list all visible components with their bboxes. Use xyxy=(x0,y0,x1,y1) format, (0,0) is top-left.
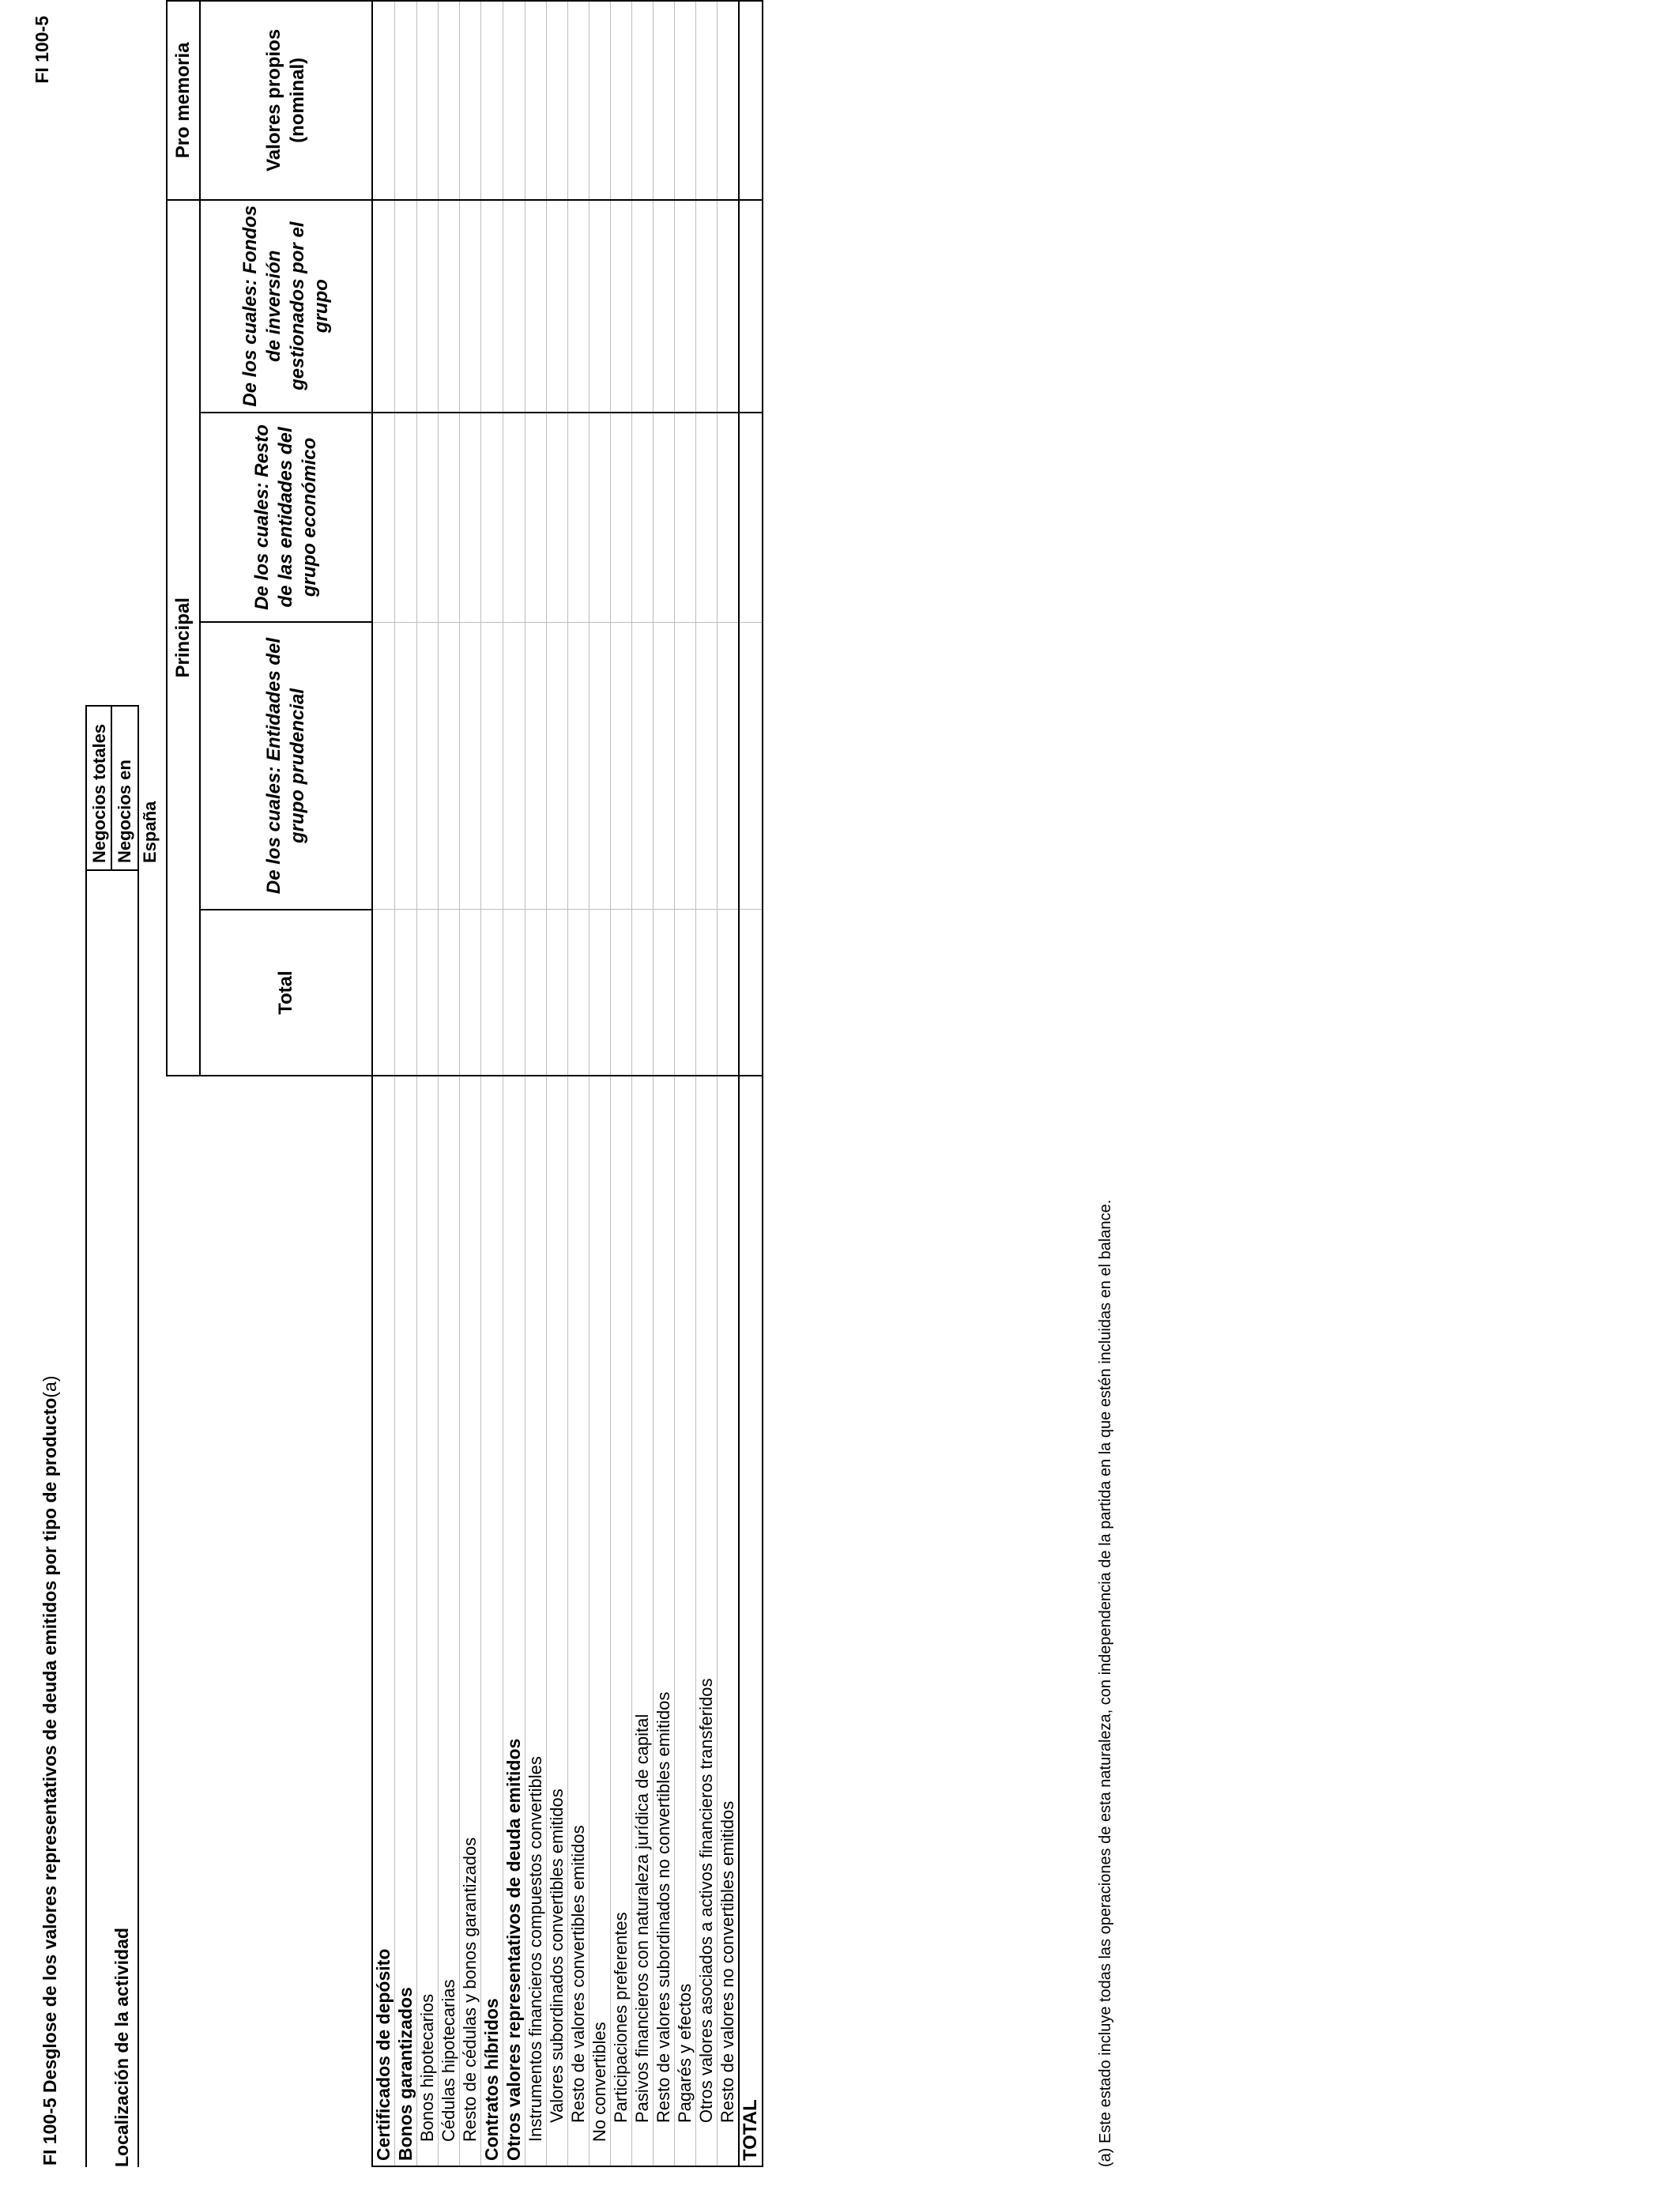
debt-securities-table xyxy=(166,0,763,2167)
value-cell[interactable] xyxy=(547,413,568,622)
value-cell[interactable] xyxy=(590,910,611,1076)
value-cell[interactable] xyxy=(611,1,632,200)
header-blank xyxy=(167,1076,200,2166)
value-cell[interactable] xyxy=(739,200,763,413)
value-cell[interactable] xyxy=(568,1,590,200)
value-cell[interactable] xyxy=(632,413,654,622)
value-cell[interactable] xyxy=(372,1,395,200)
title-text: FI 100-5 Desglose de los valores representativos de deuda emitidos por tipo de producto xyxy=(40,1397,60,2166)
header-blank-2 xyxy=(200,1076,372,2166)
value-cell[interactable] xyxy=(590,413,611,622)
option-negocios-totales[interactable]: Negocios totales xyxy=(87,707,112,869)
value-cell[interactable] xyxy=(417,200,439,413)
row-label: Participaciones preferentes xyxy=(611,1076,632,2166)
value-cell[interactable] xyxy=(395,413,417,622)
value-cell[interactable] xyxy=(503,1,525,200)
row-label: Cédulas hipotecarias xyxy=(439,1076,460,2166)
value-cell[interactable] xyxy=(525,910,547,1076)
value-cell[interactable] xyxy=(568,200,590,413)
row-label: Valores subordinados convertibles emitidos xyxy=(547,1076,568,2166)
value-cell[interactable] xyxy=(547,910,568,1076)
value-cell[interactable] xyxy=(696,413,718,622)
value-cell[interactable] xyxy=(611,200,632,413)
row-label: Resto de valores subordinados no convertibles emitidos xyxy=(654,1076,675,2166)
value-cell[interactable] xyxy=(460,413,481,622)
value-cell[interactable] xyxy=(481,1,503,200)
row-label: Otros valores representativos de deuda emitidos xyxy=(503,1076,525,2166)
table-body xyxy=(372,1,763,2166)
row-label: Contratos híbridos xyxy=(481,1076,503,2166)
value-cell[interactable] xyxy=(696,622,718,910)
activity-location-options xyxy=(85,705,160,871)
value-cell[interactable] xyxy=(417,1,439,200)
value-cell[interactable] xyxy=(395,1,417,200)
row-label: Bonos hipotecarios xyxy=(417,1076,439,2166)
value-cell[interactable] xyxy=(439,1,460,200)
value-cell[interactable] xyxy=(611,622,632,910)
value-cell[interactable] xyxy=(611,413,632,622)
table-row xyxy=(395,1,417,2166)
value-cell[interactable] xyxy=(739,1,763,200)
value-cell[interactable] xyxy=(611,910,632,1076)
value-cell[interactable] xyxy=(372,910,395,1076)
option-negocios-espana[interactable]: Negocios en España xyxy=(115,760,160,863)
row-label: Instrumentos financieros compuestos convertibles xyxy=(525,1076,547,2166)
row-label: Resto de valores convertibles emitidos xyxy=(568,1076,590,2166)
value-cell[interactable] xyxy=(525,413,547,622)
table-row xyxy=(439,1,460,2166)
table-row xyxy=(568,1,590,2166)
value-cell[interactable] xyxy=(481,910,503,1076)
activity-location-block xyxy=(85,723,160,2167)
value-cell[interactable] xyxy=(417,622,439,910)
table-row xyxy=(590,1,611,2166)
table-row xyxy=(460,1,481,2166)
table-row xyxy=(525,1,547,2166)
value-cell[interactable] xyxy=(372,413,395,622)
value-cell[interactable] xyxy=(654,910,675,1076)
row-label: Bonos garantizados xyxy=(395,1076,417,2166)
table-row xyxy=(547,1,568,2166)
table-row xyxy=(503,1,525,2166)
value-cell[interactable] xyxy=(525,622,547,910)
value-cell[interactable] xyxy=(460,200,481,413)
value-cell[interactable] xyxy=(718,910,740,1076)
table-row xyxy=(632,1,654,2166)
value-cell[interactable] xyxy=(547,200,568,413)
value-cell[interactable] xyxy=(654,1,675,200)
value-cell[interactable] xyxy=(568,622,590,910)
value-cell[interactable] xyxy=(568,910,590,1076)
value-cell[interactable] xyxy=(372,622,395,910)
value-cell[interactable] xyxy=(525,1,547,200)
row-label: Resto de cédulas y bonos garantizados xyxy=(460,1076,481,2166)
value-cell[interactable] xyxy=(481,200,503,413)
header-grupo-prudencial: De los cuales: Entidades del grupo prudencial xyxy=(200,622,372,910)
value-cell[interactable] xyxy=(675,1,696,200)
value-cell[interactable] xyxy=(395,622,417,910)
footnote: (a) Este estado incluye todas las operaciones de esta naturaleza, con independencia de la partida en la que estén incluidas en el balance. xyxy=(1097,1199,1114,2167)
header-principal: Principal xyxy=(167,200,200,1076)
value-cell[interactable] xyxy=(460,910,481,1076)
table-row xyxy=(675,1,696,2166)
table-row xyxy=(417,1,439,2166)
value-cell[interactable] xyxy=(481,413,503,622)
value-cell[interactable] xyxy=(632,910,654,1076)
value-cell[interactable] xyxy=(395,910,417,1076)
value-cell[interactable] xyxy=(632,622,654,910)
value-cell[interactable] xyxy=(439,910,460,1076)
row-label: Otros valores asociados a activos financieros transferidos xyxy=(696,1076,718,2166)
value-cell[interactable] xyxy=(739,910,763,1076)
header-valores-propios: Valores propios (nominal) xyxy=(200,1,372,200)
value-cell[interactable] xyxy=(654,622,675,910)
value-cell[interactable] xyxy=(696,910,718,1076)
value-cell[interactable] xyxy=(417,910,439,1076)
value-cell[interactable] xyxy=(503,200,525,413)
page-title xyxy=(40,1376,61,2166)
value-cell[interactable] xyxy=(632,200,654,413)
value-cell[interactable] xyxy=(547,1,568,200)
value-cell[interactable] xyxy=(654,200,675,413)
value-cell[interactable] xyxy=(417,413,439,622)
value-cell[interactable] xyxy=(718,622,740,910)
value-cell[interactable] xyxy=(439,200,460,413)
value-cell[interactable] xyxy=(696,200,718,413)
value-cell[interactable] xyxy=(439,413,460,622)
row-label: Pagarés y efectos xyxy=(675,1076,696,2166)
value-cell[interactable] xyxy=(525,200,547,413)
table-row xyxy=(611,1,632,2166)
value-cell[interactable] xyxy=(547,622,568,910)
value-cell[interactable] xyxy=(696,1,718,200)
value-cell[interactable] xyxy=(675,910,696,1076)
value-cell[interactable] xyxy=(372,200,395,413)
table-row xyxy=(654,1,675,2166)
value-cell[interactable] xyxy=(568,413,590,622)
value-cell[interactable] xyxy=(460,622,481,910)
activity-location-label: Localización de la actividad xyxy=(111,1928,132,2167)
value-cell[interactable] xyxy=(590,1,611,200)
value-cell[interactable] xyxy=(718,1,740,200)
value-cell[interactable] xyxy=(654,413,675,622)
header-total: Total xyxy=(200,910,372,1076)
value-cell[interactable] xyxy=(632,1,654,200)
table-row xyxy=(372,1,395,2166)
value-cell[interactable] xyxy=(590,200,611,413)
header-resto-grupo-economico: De los cuales: Resto de las entidades del grupo económico xyxy=(200,413,372,622)
row-label: No convertibles xyxy=(590,1076,611,2166)
value-cell[interactable] xyxy=(503,622,525,910)
table-row xyxy=(481,1,503,2166)
header-pro-memoria: Pro memoria xyxy=(167,1,200,200)
header-fondos-inversion: De los cuales: Fondos de inversión gestionados por el grupo xyxy=(200,200,372,413)
row-label: Resto de valores no convertibles emitidos xyxy=(718,1076,740,2166)
row-label: Certificados de depósito xyxy=(372,1076,395,2166)
value-cell[interactable] xyxy=(675,200,696,413)
total-row xyxy=(739,1,763,2166)
value-cell[interactable] xyxy=(739,622,763,910)
value-cell[interactable] xyxy=(481,622,503,910)
activity-location-label-cell xyxy=(85,871,139,2167)
value-cell[interactable] xyxy=(718,413,740,622)
row-label-total: TOTAL xyxy=(739,1076,763,2166)
value-cell[interactable] xyxy=(718,200,740,413)
value-cell[interactable] xyxy=(503,413,525,622)
value-cell[interactable] xyxy=(439,622,460,910)
value-cell[interactable] xyxy=(675,622,696,910)
value-cell[interactable] xyxy=(590,622,611,910)
value-cell[interactable] xyxy=(395,200,417,413)
value-cell[interactable] xyxy=(675,413,696,622)
table-row xyxy=(718,1,740,2166)
value-cell[interactable] xyxy=(503,910,525,1076)
value-cell[interactable] xyxy=(460,1,481,200)
form-code: FI 100-5 xyxy=(32,16,52,84)
value-cell[interactable] xyxy=(739,413,763,622)
title-note-ref: (a) xyxy=(40,1375,60,1398)
table-row xyxy=(696,1,718,2166)
row-label: Pasivos financieros con naturaleza jurídica de capital xyxy=(632,1076,654,2166)
